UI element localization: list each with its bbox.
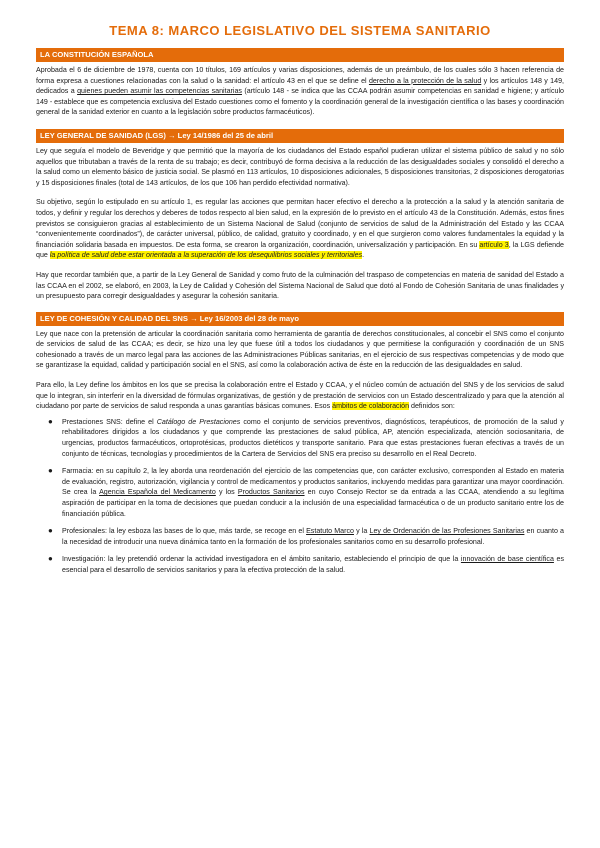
highlighted-text: ámbitos de colaboración [332,402,410,411]
highlighted-text: la política de salud debe estar orientada a la superación de los desequilibrios sociales y territoriales [49,251,363,260]
list-item-farmacia: ● Farmacia: en su capítulo 2, la ley aborda una reordenación del ejercicio de las competencias que, con carácter exclusivo, corresponden al Estado en materia de evaluación, registro, autorización, vigilancia y control de medicamentos y productos sanitarios, incluyendo medidas para garantizar una mayor coordinación. Se crea la Agencia Española del Medicamento y los Productos Sanitarios en cuyo Consejo Rector se da entrada a las CCAA, atendiendo a su legítima aspiración de participar en la toma de decisiones que puedan conducir a la inclusión de una especialidad farmacéutica o de un producto sanitario entre los de financiación pública. [48,466,564,518]
collaboration-areas-list [36,417,564,576]
underlined-text: innovación de base científica [460,555,554,564]
list-item-investigacion: ● Investigación: la ley pretendió ordenar la actividad investigadora en el ámbito sanitario, estableciendo el principio de que la innovación de base científica es esencial para el desarrollo de servicios sanitarios y para la efectiva protección de la salud. [48,554,564,574]
bullet-icon: ● [48,554,53,564]
bullet-icon: ● [48,526,53,536]
paragraph-lgs-3: Hay que recordar también que, a partir de la Ley General de Sanidad y como fruto de la culminación del traspaso de competencias en materia de sanidad del Estado a las CCAA en el 2002, se elaboró, en 2003, la Ley de Calidad y Cohesión del Sistema Nacional de Salud que dotó al Fondo de Cohesión Sanitaria de unas finalidades y un presupuesto para corregir desigualdades y asegurar la cohesión sanitaria. [36,270,564,301]
paragraph-cohesion-1: Ley que nace con la pretensión de articular la coordinación sanitaria como herramienta de garantía de derechos constitucionales, al concebir el SNS como el conjunto de servicios de salud de las CCAA; es decir, se hizo una ley que fuese útil a todos los ciudadanos y que permitiese la configuración y coordinación de un SNS cohesionado a través de un marco legal para las acciones de las Administraciones Públicas sanitarias, en el ejercicio de sus respectivas competencias y de modo que se garantizase la equidad, calidad y participación social en el SNS, así como la colaboración activa de éste en la reducción de las desigualdades en salud. [36,329,564,370]
paragraph-constitucion: Aprobada el 6 de diciembre de 1978, cuenta con 10 títulos, 169 artículos y varias disposiciones, además de un preámbulo, de los cuales sólo 3 hacen referencia de forma expresa a cuestiones relacionadas con la salud o la sanidad: el artículo 43 en el que se define el derecho a la protección de la salud y los artículos 148 y 149, dedicados a quienes pueden asumir las competencias sanitarias (artículo 148 - se indica que las CCAA podrán asumir competencias en sanidad e higiene; y artículo 149 - establece que es competencia exclusiva del Estado cuestiones como el fomento y la coordinación general de la investigación científica o las bases y coordinación general de la sanidad exterior en cuanto a la legislación sobre productos farmacéuticos). [36,66,564,117]
bullet-icon: ● [48,466,53,476]
paragraph-lgs-1: Ley que seguía el modelo de Beveridge y que permitió que la mayoría de los ciudadanos del Estado español pudieran utilizar el sistema público de salud y no sólo aquellos que tributaban a través de la renta de su trabajo; es decir, contribuyó de forma decisiva a la reducción de las desigualdades sociales y consolidó el derecho a la salud como un elemento básico de justicia social. Se plasmó en 113 artículos, 10 disposiciones adicionales, 5 disposiciones transitorias, 2 disposiciones derogatorias y 15 disposiciones finales (total de 143 artículos, de los que 106 han perdido efectividad normativa). [36,146,564,187]
list-item-profesionales: ● Profesionales: la ley esboza las bases de lo que, más tarde, se recoge en el Estatuto Marco y la Ley de Ordenación de las Profesiones Sanitarias en cuanto a la necesidad de introducir una nueva dinámica tanto en la formación de los profesionales sanitarios como en su desarrollo profesional. [48,526,564,546]
section-header-constitucion: LA CONSTITUCIÓN ESPAÑOLA [36,48,564,62]
underlined-text: quienes pueden asumir las competencias sanitarias [77,87,242,96]
bullet-icon: ● [48,416,53,426]
underlined-text: Estatuto Marco [306,527,354,536]
underlined-text: Productos Sanitarios [237,488,305,497]
section-header-lgs: LEY GENERAL DE SANIDAD (LGS) → Ley 14/1986 del 25 de abril [36,129,564,143]
paragraph-lgs-2: Su objetivo, según lo estipulado en su artículo 1, es regular las acciones que permitan hacer efectivo el derecho a la protección a la salud y la atención sanitaria de todos, y definir y regular los derechos y deberes de todos respecto al bien salud, en la expresión de lo previsto en el artículo 43 de la Constitución. Además, estos fines previstos se consiguieron gracias al establecimiento de un Sistema Nacional de Salud (conjunto de servicios de salud de la Administración del Estado y las CCAA “convenientemente coordinados”), de carácter universal, público, de calidad, gratuito y coordinado, y en el que surgieron como valores fundamentales la equidad y la financiación solidaria basada en impuestos. De esta forma, se crearon la organización, coordinación, universalización y participación. En su artículo 3, la LGS defiende que la política de salud debe estar orientada a la superación de los desequilibrios sociales y territoriales. [36,198,564,260]
section-header-cohesion: LEY DE COHESIÓN Y CALIDAD DEL SNS → Ley 16/2003 del 28 de mayo [36,312,564,326]
underlined-text: derecho a la protección de la salud [368,76,482,85]
page-title: TEMA 8: MARCO LEGISLATIVO DEL SISTEMA SANITARIO [109,23,491,38]
underlined-text: Ley de Ordenación de las Profesiones Sanitarias [369,527,525,536]
paragraph-cohesion-2: Para ello, la Ley define los ámbitos en los que se precisa la colaboración entre el Estado y CCAA, y el núcleo común de actuación del SNS y de los servicios de salud que lo integran, sin interferir en la diversidad de fórmulas organizativas, de gestión y de prestación de servicios con un Estado descentralizado y para que la atención al ciudadano por parte de servicios de salud responda a unas garantías básicas comunes. Esos ámbitos de colaboración definidos son: [36,381,564,411]
highlighted-text: artículo 3 [479,240,509,249]
list-item-prestaciones: ● Prestaciones SNS: define el Catálogo de Prestaciones como el conjunto de servicios preventivos, diagnósticos, terapéuticos, de promoción de la salud y rehabilitadores dirigidos a los ciudadanos y que comprende las prestaciones de salud pública, AP, atención especializada, atención sociosanitaria, de urgencias, productos farmacéuticos, ortoprotésicas, productos dietéticos y transporte sanitario. Para que estas prestaciones fueran efectivas a través de un conjunto de técnicas, tecnologías y procedimientos de la Cartera de Servicios del SNS era preciso su desarrollo en el Real Decreto. [48,416,564,458]
underlined-text: Agencia Española del Medicamento [99,488,216,497]
